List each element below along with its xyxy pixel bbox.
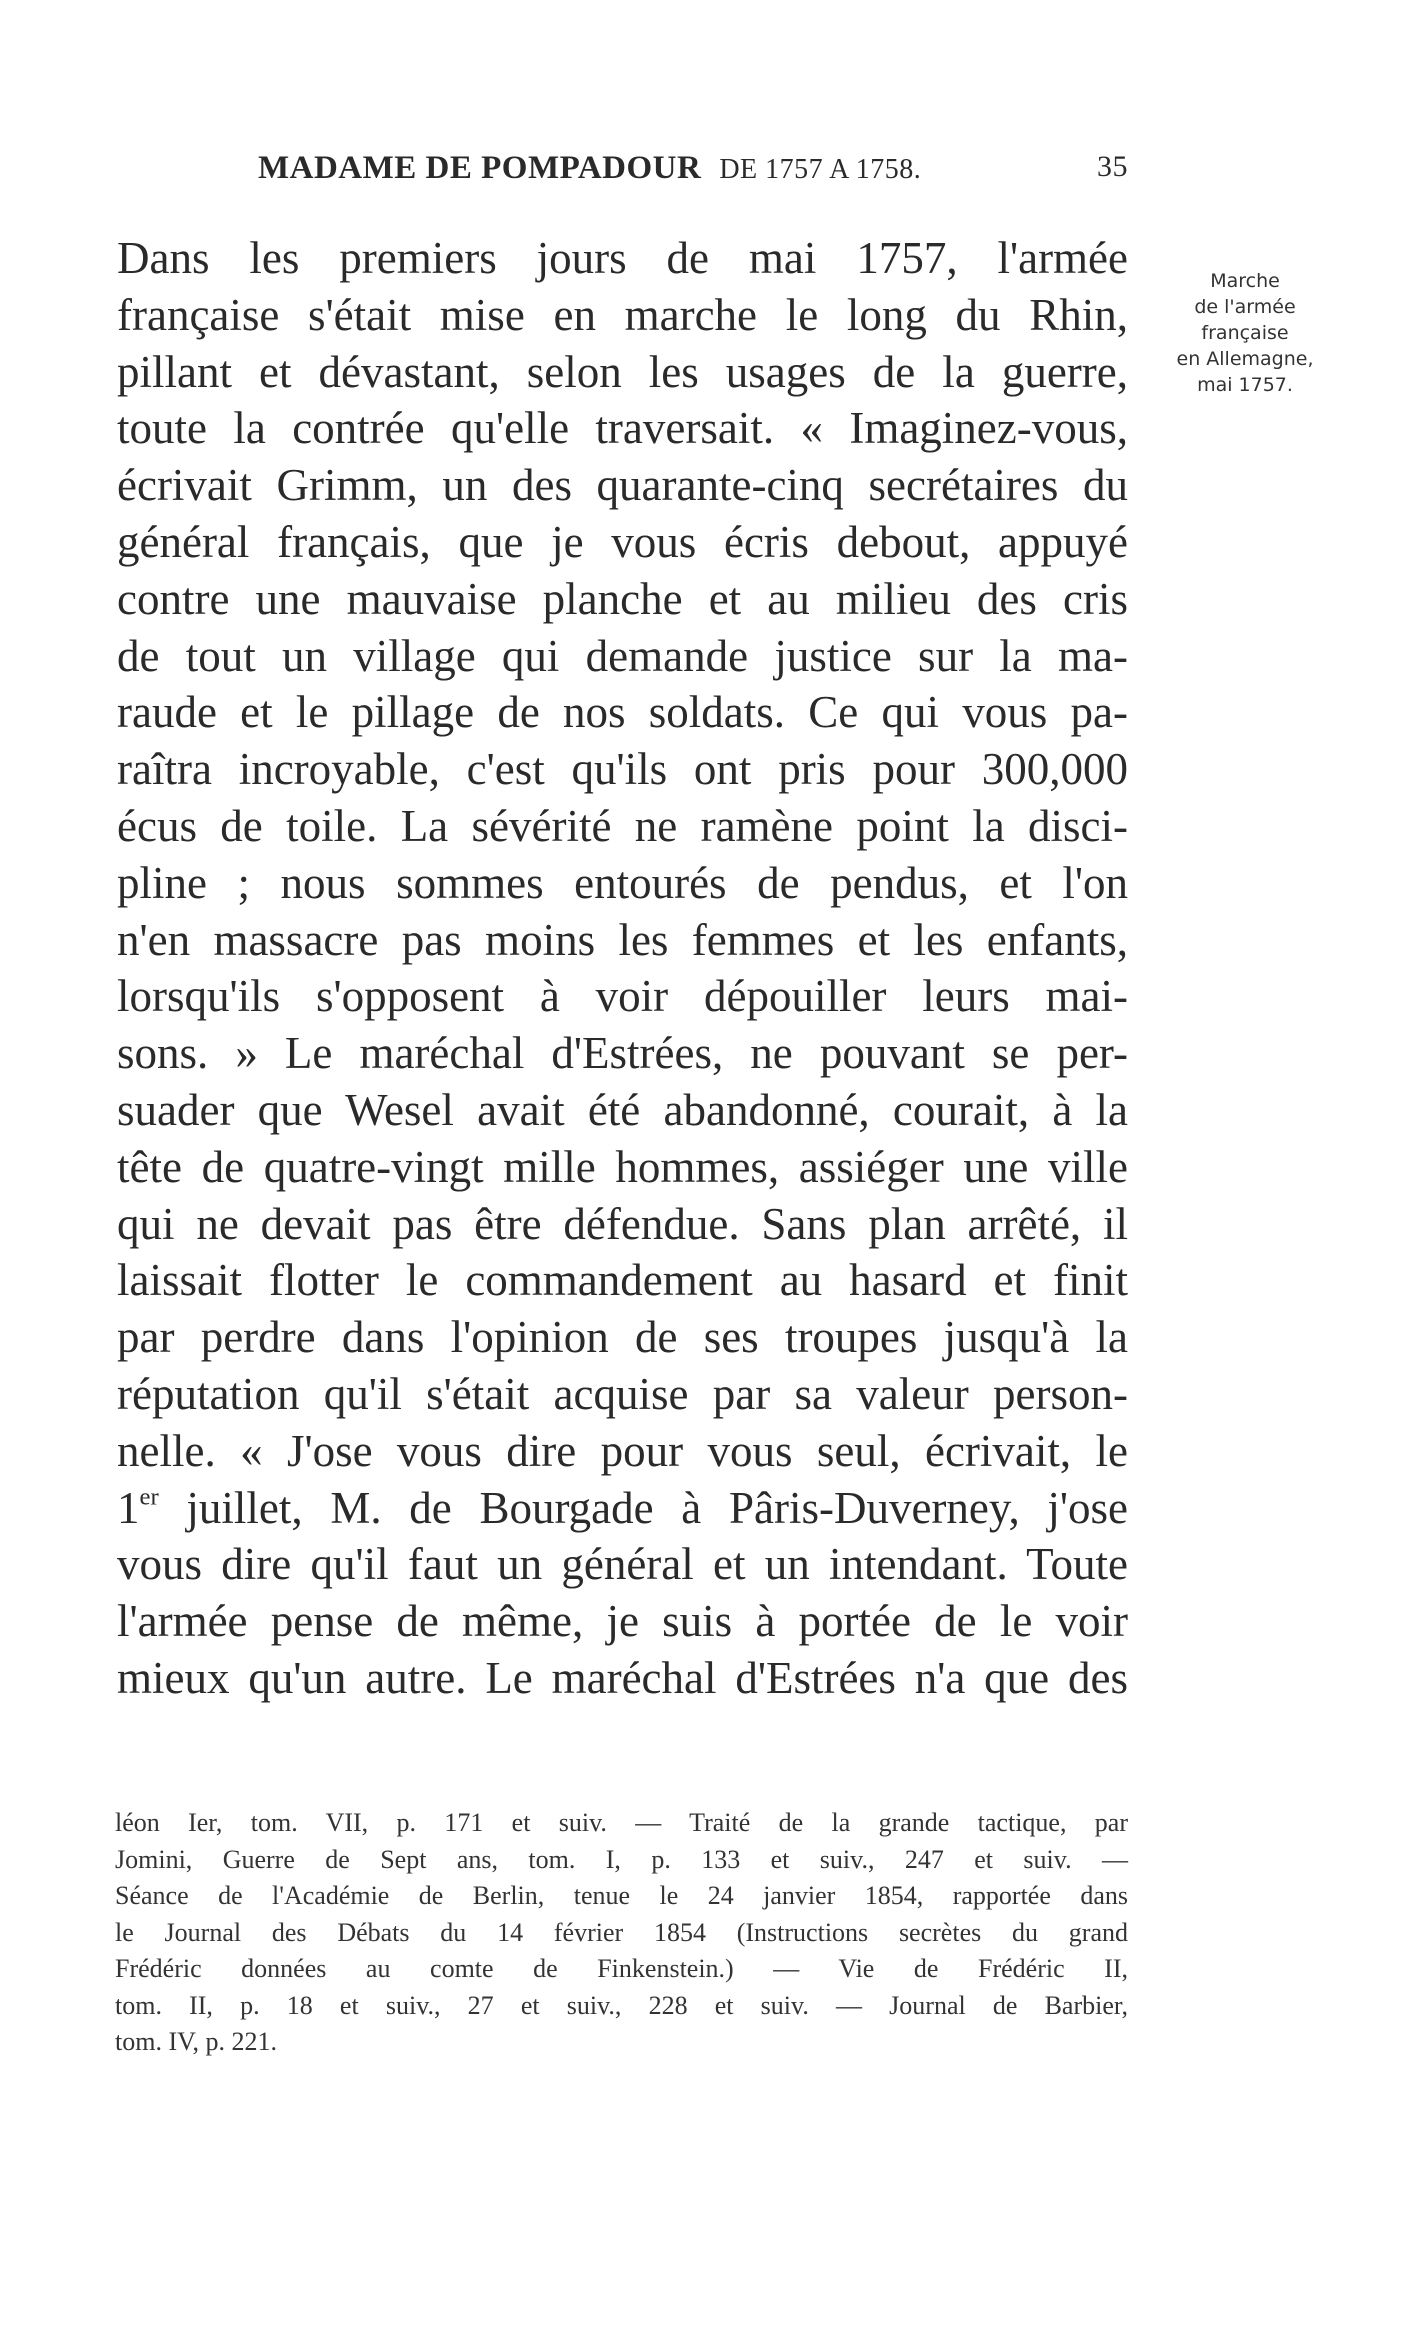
running-head-dates: DE 1757 A 1758. (719, 154, 922, 185)
body-line: Dans les premiers jours de mai 1757, l'armée (117, 233, 1128, 283)
body-line: raude et le pillage de nos soldats. Ce qui vous pa- (117, 687, 1128, 738)
body-line: contre une mauvaise planche et au milieu des cris (117, 573, 1128, 624)
body-line: réputation qu'il s'était acquise par sa valeur person- (117, 1368, 1128, 1419)
footnote-line: Frédéric données au comte de Finkenstein.) — Vie de Frédéric II, (115, 1954, 1128, 1983)
footnote-line: tom. IV, p. 221. (115, 2027, 278, 2056)
footnote-line: Séance de l'Académie de Berlin, tenue le 24 janvier 1854, rapportée dans (115, 1881, 1128, 1910)
body-line: par perdre dans l'opinion de ses troupes jusqu'à la (117, 1312, 1128, 1363)
body-line: de tout un village qui demande justice sur la ma- (117, 630, 1128, 681)
body-line: écrivait Grimm, un des quarante-cinq secrétaires du (117, 460, 1128, 511)
margin-note-line: en Allemagne, (1176, 348, 1314, 370)
footnotes (115, 1805, 1128, 2061)
ordinal-suffix: er (139, 1482, 159, 1510)
margin-note-line: mai 1757. (1197, 374, 1293, 396)
running-head-title: MADAME DE POMPADOUR (258, 150, 702, 186)
body-line: vous dire qu'il faut un général et un intendant. Toute (117, 1539, 1128, 1590)
body-line: suader que Wesel avait été abandonné, courait, à la (117, 1084, 1128, 1135)
page-number: 35 (1097, 150, 1128, 183)
body-line: pillant et dévastant, selon les usages de la guerre, (117, 346, 1128, 397)
body-line-superscript (117, 1480, 1128, 1537)
margin-note-line: française (1201, 322, 1289, 344)
body-line: mieux qu'un autre. Le maréchal d'Estrées n'a que des (117, 1652, 1128, 1703)
margin-note (1140, 268, 1350, 398)
footnote-line: Jomini, Guerre de Sept ans, tom. I, p. 133 et suiv., 247 et suiv. — (115, 1844, 1128, 1874)
margin-note-line: de l'armée (1194, 296, 1296, 318)
body-line: général français, que je vous écris debout, appuyé (117, 516, 1128, 567)
body-line: sons. » Le maréchal d'Estrées, ne pouvant se per- (117, 1028, 1128, 1079)
body-line: laissait flotter le commandement au hasard et finit (117, 1255, 1128, 1306)
body-line: toute la contrée qu'elle traversait. « Imaginez-vous, (117, 403, 1128, 454)
footnote-line: le Journal des Débats du 14 février 1854 (Instructions secrètes du grand (115, 1917, 1128, 1947)
footnote-line: léon Ier, tom. VII, p. 171 et suiv. — Traité de la grande tactique, par (115, 1808, 1128, 1837)
body-line: n'en massacre pas moins les femmes et les enfants, (117, 914, 1128, 965)
body-line: tête de quatre-vingt mille hommes, assiéger une ville (117, 1141, 1128, 1192)
body-line: écus de toile. La sévérité ne ramène point la disci- (117, 800, 1128, 851)
running-head (258, 150, 1128, 187)
body-line-rest: juillet, M. de Bourgade à Pâris-Duverney, j'ose (158, 1482, 1128, 1533)
body-text (117, 230, 1128, 1707)
body-line: nelle. « J'ose vous dire pour vous seul, écrivait, le (117, 1425, 1128, 1476)
body-line: qui ne devait pas être défendue. Sans plan arrêté, il (117, 1198, 1128, 1249)
body-line: pline ; nous sommes entourés de pendus, et l'on (117, 857, 1128, 908)
footnote-line: tom. II, p. 18 et suiv., 27 et suiv., 228 et suiv. — Journal de Barbier, (115, 1990, 1128, 2020)
body-line: raîtra incroyable, c'est qu'ils ont pris pour 300,000 (117, 744, 1128, 795)
body-line: lorsqu'ils s'opposent à voir dépouiller leurs mai- (117, 971, 1128, 1022)
ordinal-number: 1 (117, 1482, 140, 1533)
body-line: l'armée pense de même, je suis à portée de le voir (117, 1596, 1128, 1647)
margin-note-line: Marche (1210, 270, 1280, 292)
body-line: française s'était mise en marche le long du Rhin, (117, 289, 1128, 340)
